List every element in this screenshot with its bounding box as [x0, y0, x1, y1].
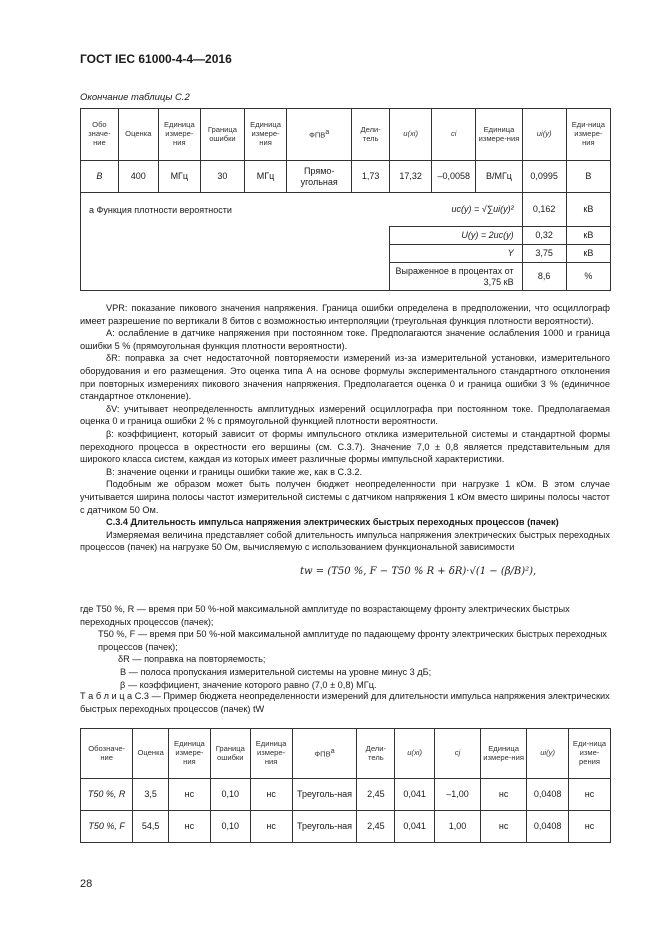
summary-row [81, 245, 611, 263]
table-cell: нс [481, 811, 527, 843]
explanation-text [80, 302, 610, 554]
table-cell: 17,32 [390, 161, 432, 193]
summary-spacer [81, 227, 390, 245]
header-cell: Единица измере-ния [250, 729, 292, 779]
table-row [81, 161, 611, 193]
table-header-row [81, 729, 611, 779]
summary-row [81, 263, 611, 291]
paragraph: VPR: показание пикового значения напряжения. Граница ошибки определена в предположении, что осциллограф имеет разрешение по вертикали 8 битов с возможностью интерполяции (треугольная функция плотности вероятности). [80, 303, 610, 326]
paragraph: β: коэффициент, который зависит от формы импульсного отклика измерительной системы и стандартной формы переходного процесса в окрестности его вершины (см. С.3.7). Значение 7,0 ± 0,8 является представительным для широкого класса систем, каждая из которых имеет различные формы импульсной характеристики. [80, 428, 610, 465]
header-cell-fpv: ФПВа [292, 729, 357, 779]
table-footnote: а Функция плотности вероятности [81, 193, 390, 227]
header-cell: Обо значе-ние [81, 109, 119, 161]
header-cell: Граница ошибки [200, 109, 244, 161]
table-cell: Треуголь-ная [292, 811, 357, 843]
summary-label: Выраженное в процентах от 3,75 кВ [390, 263, 522, 291]
header-cell: cj [434, 729, 480, 779]
table-continuation-label: Окончание таблицы С.2 [80, 92, 190, 103]
paragraph: Подобным же образом может быть получен бюджет неопределенности при нагрузке 1 кОм. В этом случае учитывается ширина полосы частот измерительной системы с датчиком напряжения 1 кОм вместо ширины полосы частот с датчиком 50 Ом. [80, 479, 610, 515]
table-cell: нс [569, 779, 611, 811]
legend-item: где T50 %, R — время при 50 %-ной максимальной амплитуде по возрастающему фронту электрических быстрых переходных процессов (пачек); [80, 604, 570, 627]
summary-spacer [81, 263, 390, 291]
table-cell: Прямо-угольная [287, 161, 352, 193]
table-cell: 54,5 [133, 811, 169, 843]
legend-item: T50 %, F — время при 50 %-ной максимальной амплитуде по падающему фронту электрических быстрых переходных процессов (пачек); [98, 629, 607, 652]
table-cell: 0,0408 [527, 779, 569, 811]
table-row [81, 779, 611, 811]
header-cell: u(xi) [395, 729, 435, 779]
table-cell: 0,10 [210, 811, 250, 843]
summary-unit: кВ [566, 245, 610, 263]
formula: tw = (T50 %, F − T50 % R + δR)·√(1 − (β/B)²), [300, 566, 537, 577]
table-cell: 0,0408 [527, 811, 569, 843]
table-cell: 1,73 [352, 161, 390, 193]
formula-legend [80, 603, 610, 691]
legend-item: B — полоса пропускания измерительной системы на уровне минус 3 дБ; [120, 666, 432, 677]
table-cell: 3,5 [133, 779, 169, 811]
summary-unit: кВ [566, 227, 610, 245]
summary-unit: % [566, 263, 610, 291]
table-cell: 0,0995 [522, 161, 566, 193]
header-cell: Единица измере-ния [168, 729, 210, 779]
header-cell: Оценка [133, 729, 169, 779]
header-cell: Еди-ница изме-рения [569, 729, 611, 779]
paragraph: Измеряемая величина представляет собой длительность импульса напряжения электрических быстрых переходных процессов (пачек) на нагрузке 50 Ом, вычисляемую с использованием функциональной зависимости [80, 529, 610, 553]
page-number: 28 [80, 878, 93, 890]
header-cell: Единица измере-ния [245, 109, 287, 161]
summary-value: 8,6 [522, 263, 566, 291]
header-cell: Граница ошибки [210, 729, 250, 779]
table-cell: –1,00 [434, 779, 480, 811]
header-cell: Дели-тель [357, 729, 395, 779]
header-cell: Дели-тель [352, 109, 390, 161]
paragraph: B: значение оценки и границы ошибки такие же, как в С.3.2. [106, 466, 363, 477]
summary-label: uc(y) = √∑ui(y)² [390, 193, 522, 227]
summary-value: 0,162 [522, 193, 566, 227]
table-cell: 1,00 [434, 811, 480, 843]
table-cell: нс [569, 811, 611, 843]
table-header-row [81, 109, 611, 161]
table-cell: 2,45 [357, 811, 395, 843]
table-cell: 0,041 [395, 811, 435, 843]
uncertainty-table-c3 [80, 728, 611, 843]
table-cell: нс [168, 779, 210, 811]
table-cell: Треуголь-ная [292, 779, 357, 811]
table-cell: В [566, 161, 610, 193]
header-cell: ui(y) [522, 109, 566, 161]
paragraph: A: ослабление в датчике напряжения при постоянном токе. Предполагаются значение ослабления 1000 и граница ошибки 5 % (прямоугольная функция плотности вероятности). [80, 328, 610, 351]
header-cell: ui(y) [527, 729, 569, 779]
header-cell: Оценка [118, 109, 158, 161]
table-cell: –0,0058 [432, 161, 476, 193]
table-row [81, 811, 611, 843]
paragraph: δV: учитывает неопределенность амплитудных измерений осциллографа при постоянном токе. Предполагаемая оценка 0 и граница ошибки 2 % с прямоугольной функцией плотности вероятности. [80, 403, 610, 427]
header-cell: Единица измере-ния [476, 109, 522, 161]
legend-item: δR — поправка на повторяемость; [118, 654, 266, 665]
table-cell: T50 %, F [81, 811, 133, 843]
legend-item: β — коэффициент, значение которого равно (7,0 ± 0,8) МГц. [120, 679, 377, 690]
table-cell: МГц [245, 161, 287, 193]
summary-value: 0,32 [522, 227, 566, 245]
header-cell: u(xi) [390, 109, 432, 161]
document-header: ГОСТ IEC 61000-4-4—2016 [80, 52, 232, 66]
header-cell: Обозначе-ние [81, 729, 133, 779]
table-cell: 0,041 [395, 779, 435, 811]
header-cell: ci [432, 109, 476, 161]
section-title: С.3.4 Длительность импульса напряжения электрических быстрых переходных процессов (пачек) [106, 517, 559, 528]
table-cell: 400 [118, 161, 158, 193]
summary-row [81, 227, 611, 245]
table-cell: В/МГц [476, 161, 522, 193]
summary-label: U(y) = 2uc(y) [390, 227, 522, 245]
table-cell: МГц [158, 161, 200, 193]
summary-row [81, 193, 611, 227]
table-cell: нс [250, 779, 292, 811]
table-cell: T50 %, R [81, 779, 133, 811]
table-cell: нс [168, 811, 210, 843]
header-cell: Единица измере-ния [158, 109, 200, 161]
header-cell: Еди-ница измере-ния [566, 109, 610, 161]
summary-unit: кВ [566, 193, 610, 227]
table-cell: 30 [200, 161, 244, 193]
uncertainty-table-c2 [80, 108, 611, 291]
paragraph: δR: поправка за счет недостаточной повторяемости измерений из-за измерительной установки, измерительного оборудования и его размещения. Это оценка типа А на основе формулы экспериментального стандартного отклонения при повторных измерениях пикового значения напряжения. Предполагается оценка 0 и граница ошибки 3 % (единичное стандартное отклонение). [80, 353, 610, 402]
table-cell: 2,45 [357, 779, 395, 811]
table-cell: B [81, 161, 119, 193]
table-cell: 0,10 [210, 779, 250, 811]
table-cell: нс [481, 779, 527, 811]
table-cell: нс [250, 811, 292, 843]
summary-spacer [81, 245, 390, 263]
header-cell-fpv: ФПВа [287, 109, 352, 161]
summary-label: Y [390, 245, 522, 263]
summary-value: 3,75 [522, 245, 566, 263]
table-caption: Т а б л и ц а С.3 — Пример бюджета неопределенности измерений для длительности импульса напряжения электрических быстрых переходных процессов (пачек) tW [80, 691, 610, 714]
header-cell: Единица измере-ния [481, 729, 527, 779]
